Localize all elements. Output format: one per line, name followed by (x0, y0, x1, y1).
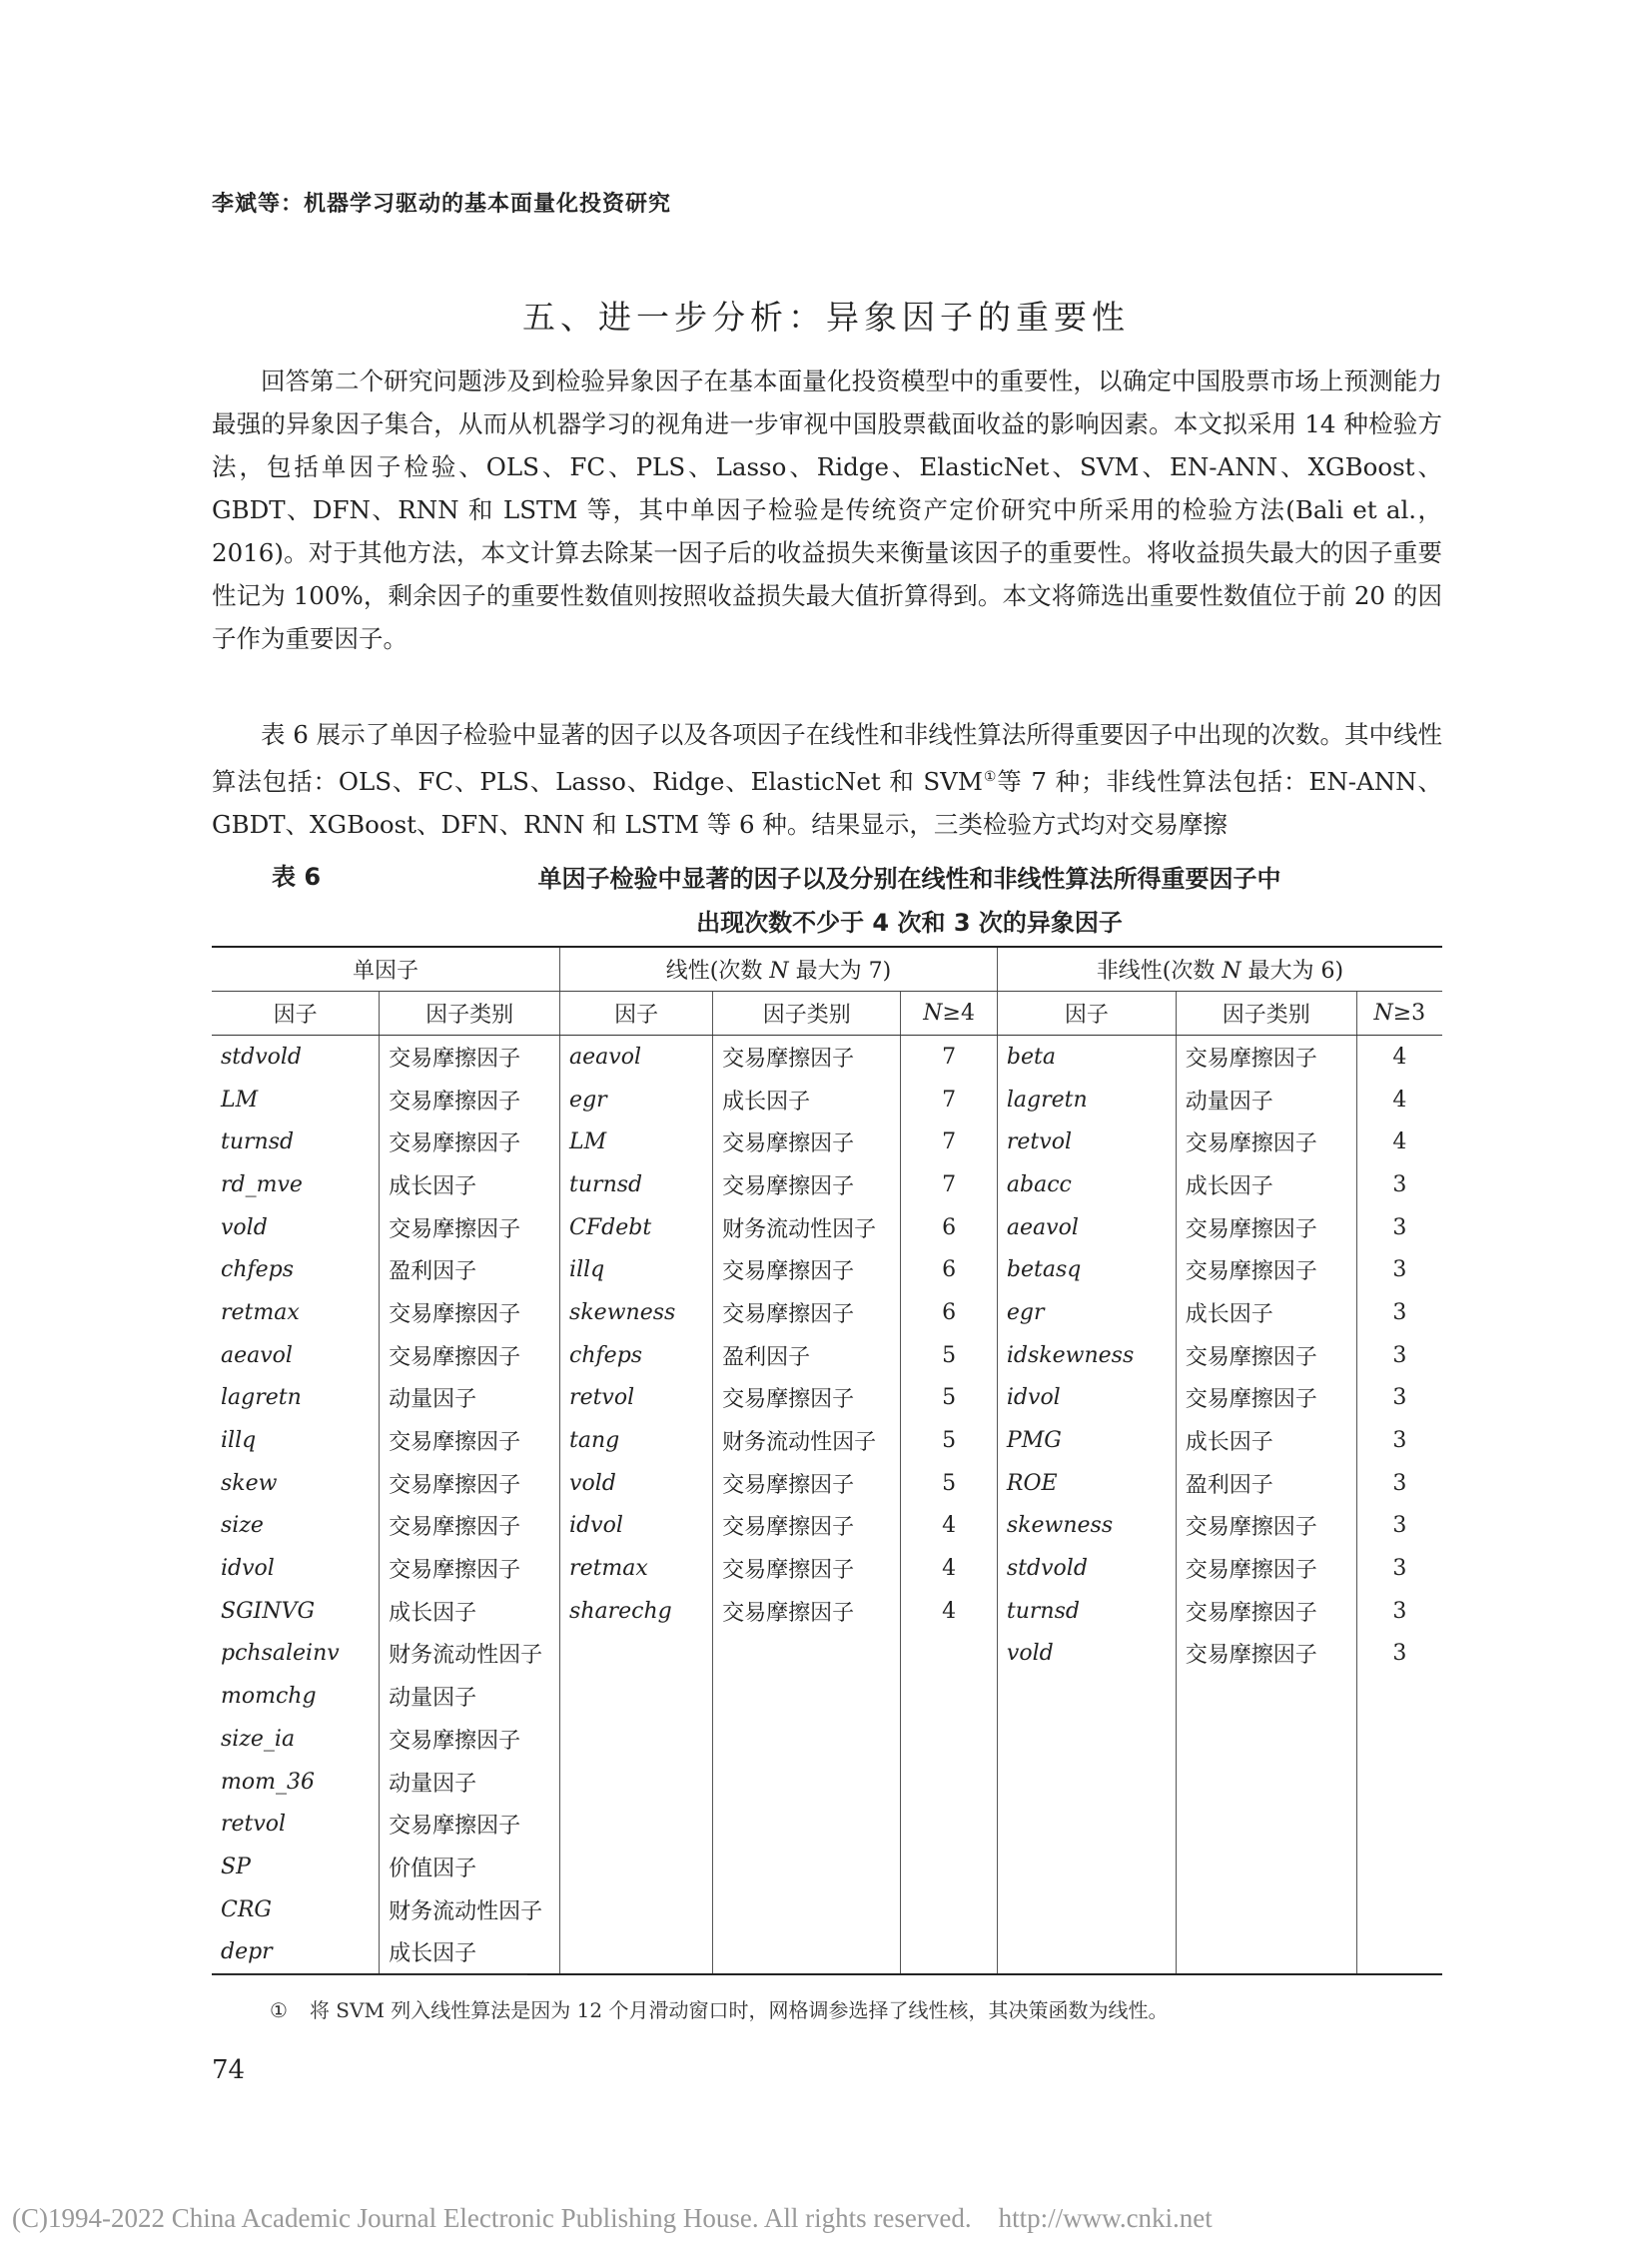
linear-category-cell: 交易摩擦因子 (713, 1163, 901, 1206)
linear-count-cell: 7 (901, 1079, 998, 1121)
linear-factor-cell: chfeps (560, 1334, 713, 1377)
single-factor-cell: aeavol (221, 1342, 293, 1368)
linear-category-cell: 交易摩擦因子 (713, 1120, 901, 1163)
linear-factor-cell (560, 1675, 713, 1718)
table-row (212, 1547, 1442, 1590)
linear-count-cell: 6 (901, 1248, 998, 1291)
nonlinear-factor-cell: abacc (997, 1163, 1176, 1206)
linear-factor-cell (560, 1633, 713, 1676)
table-row (212, 1462, 1442, 1505)
linear-factor-cell: sharechg (560, 1590, 713, 1633)
linear-category-cell: 交易摩擦因子 (713, 1462, 901, 1505)
single-factor-cell: stdvold (221, 1044, 303, 1070)
linear-category-cell: 交易摩擦因子 (713, 1248, 901, 1291)
nonlinear-count-cell: 3 (1356, 1291, 1442, 1334)
single-category-cell: 动量因子 (380, 1675, 560, 1718)
nonlinear-category-cell (1176, 1718, 1356, 1761)
nonlinear-count-cell (1356, 1803, 1442, 1846)
linear-count-cell: 4 (901, 1590, 998, 1633)
single-category-cell: 交易摩擦因子 (380, 1120, 560, 1163)
paragraph-text-part1: 表 6 展示了单因子检验中显著的因子以及各项因子在线性和非线性算法所得重要因子中出现的次数。其中线性算法包括：OLS、FC、PLS、Lasso、Ridge、ElasticNet 和 SVM (212, 720, 1442, 797)
nonlinear-count-cell: 3 (1356, 1334, 1442, 1377)
factor-table (212, 946, 1442, 1975)
linear-factor-cell: LM (560, 1120, 713, 1163)
single-factor-cell: SP (221, 1854, 251, 1879)
linear-factor-cell (560, 1718, 713, 1761)
nonlinear-category-cell (1176, 1675, 1356, 1718)
table-row (212, 1248, 1442, 1291)
linear-count-cell: 4 (901, 1505, 998, 1548)
nonlinear-count-cell (1356, 1718, 1442, 1761)
single-factor-cell: skew (221, 1470, 278, 1496)
nonlinear-factor-cell: idvol (997, 1377, 1176, 1420)
linear-category-cell (713, 1633, 901, 1676)
running-head: 李斌等：机器学习驱动的基本面量化投资研究 (212, 192, 672, 217)
nonlinear-count-cell: 4 (1356, 1079, 1442, 1121)
linear-category-cell (713, 1718, 901, 1761)
single-category-cell: 交易摩擦因子 (380, 1547, 560, 1590)
nonlinear-factor-cell (997, 1803, 1176, 1846)
single-category-cell: 交易摩擦因子 (380, 1334, 560, 1377)
single-factor-cell: rd_mve (221, 1171, 303, 1197)
linear-count-cell (901, 1846, 998, 1888)
linear-count-cell: 5 (901, 1334, 998, 1377)
linear-count-cell (901, 1930, 998, 1974)
linear-count-cell (901, 1888, 998, 1931)
linear-count-cell: 7 (901, 1163, 998, 1206)
col-header-category: 因子类别 (380, 992, 560, 1036)
nonlinear-count-cell: 3 (1356, 1377, 1442, 1420)
linear-count-cell: 5 (901, 1462, 998, 1505)
group-header-linear: 线性(次数 N 最大为 7) (560, 947, 998, 992)
single-factor-cell: size (221, 1513, 264, 1539)
linear-factor-cell (560, 1803, 713, 1846)
nonlinear-count-cell: 3 (1356, 1633, 1442, 1676)
nonlinear-factor-cell: aeavol (997, 1206, 1176, 1249)
single-category-cell: 财务流动性因子 (380, 1888, 560, 1931)
single-category-cell: 交易摩擦因子 (380, 1419, 560, 1462)
paragraph-text (212, 713, 1442, 846)
single-factor-cell: illq (221, 1428, 257, 1454)
nonlinear-factor-cell: lagretn (997, 1079, 1176, 1121)
table-row (212, 1633, 1442, 1676)
nonlinear-factor-cell: turnsd (997, 1590, 1176, 1633)
table-row (212, 1930, 1442, 1974)
nonlinear-factor-cell: beta (997, 1036, 1176, 1079)
nonlinear-factor-cell: PMG (997, 1419, 1176, 1462)
linear-factor-cell: turnsd (560, 1163, 713, 1206)
single-factor-cell: size_ia (221, 1726, 296, 1752)
single-category-cell: 交易摩擦因子 (380, 1206, 560, 1249)
single-factor-cell: idvol (221, 1556, 275, 1582)
linear-factor-cell: egr (560, 1079, 713, 1121)
table-group-header-row (212, 947, 1442, 992)
nonlinear-factor-cell (997, 1930, 1176, 1974)
linear-category-cell (713, 1888, 901, 1931)
single-category-cell: 交易摩擦因子 (380, 1803, 560, 1846)
linear-count-cell: 7 (901, 1120, 998, 1163)
table-row (212, 1206, 1442, 1249)
table-row (212, 1377, 1442, 1420)
nonlinear-factor-cell: skewness (997, 1505, 1176, 1548)
nonlinear-category-cell: 交易摩擦因子 (1176, 1377, 1356, 1420)
nonlinear-factor-cell: vold (997, 1633, 1176, 1676)
table-row (212, 1590, 1442, 1633)
nonlinear-factor-cell (997, 1675, 1176, 1718)
single-category-cell: 交易摩擦因子 (380, 1036, 560, 1079)
table-row (212, 1291, 1442, 1334)
nonlinear-count-cell (1356, 1761, 1442, 1804)
single-factor-cell: lagretn (221, 1385, 302, 1411)
nonlinear-factor-cell: stdvold (997, 1547, 1176, 1590)
single-category-cell: 交易摩擦因子 (380, 1462, 560, 1505)
body-paragraph-2 (212, 713, 1442, 846)
linear-category-cell: 财务流动性因子 (713, 1206, 901, 1249)
single-category-cell: 成长因子 (380, 1590, 560, 1633)
single-category-cell: 交易摩擦因子 (380, 1718, 560, 1761)
nonlinear-factor-cell: betasq (997, 1248, 1176, 1291)
nonlinear-category-cell (1176, 1803, 1356, 1846)
single-category-cell: 盈利因子 (380, 1248, 560, 1291)
nonlinear-count-cell: 3 (1356, 1590, 1442, 1633)
linear-category-cell: 交易摩擦因子 (713, 1590, 901, 1633)
linear-count-cell: 7 (901, 1036, 998, 1079)
nonlinear-count-cell: 3 (1356, 1547, 1442, 1590)
section-title: 五、进一步分析：异象因子的重要性 (522, 298, 1130, 337)
single-category-cell: 交易摩擦因子 (380, 1079, 560, 1121)
nonlinear-factor-cell: egr (997, 1291, 1176, 1334)
table-row (212, 1675, 1442, 1718)
nonlinear-count-cell: 3 (1356, 1206, 1442, 1249)
table-title-line-1: 单因子检验中显著的因子以及分别在线性和非线性算法所得重要因子中 (537, 865, 1281, 893)
footnote-rule (212, 1974, 527, 1975)
footnote (270, 1994, 1168, 2023)
nonlinear-count-cell: 3 (1356, 1505, 1442, 1548)
single-factor-cell: turnsd (221, 1129, 295, 1155)
linear-count-cell (901, 1675, 998, 1718)
col-header-n-linear: N≥4 (901, 992, 998, 1036)
single-factor-cell: LM (221, 1087, 259, 1113)
nonlinear-factor-cell: retvol (997, 1120, 1176, 1163)
nonlinear-count-cell: 4 (1356, 1120, 1442, 1163)
table-row (212, 1505, 1442, 1548)
nonlinear-count-cell: 3 (1356, 1419, 1442, 1462)
footnote-ref[interactable]: ① (982, 769, 998, 785)
table-row (212, 1079, 1442, 1121)
linear-count-cell (901, 1761, 998, 1804)
nonlinear-category-cell: 交易摩擦因子 (1176, 1590, 1356, 1633)
table-row (212, 1120, 1442, 1163)
linear-count-cell: 6 (901, 1206, 998, 1249)
linear-count-cell (901, 1803, 998, 1846)
nonlinear-factor-cell (997, 1888, 1176, 1931)
nonlinear-count-cell (1356, 1930, 1442, 1974)
nonlinear-count-cell: 3 (1356, 1248, 1442, 1291)
linear-count-cell (901, 1718, 998, 1761)
nonlinear-category-cell: 动量因子 (1176, 1079, 1356, 1121)
single-category-cell: 动量因子 (380, 1377, 560, 1420)
linear-factor-cell: tang (560, 1419, 713, 1462)
nonlinear-count-cell: 3 (1356, 1163, 1442, 1206)
table-row (212, 1718, 1442, 1761)
nonlinear-category-cell (1176, 1761, 1356, 1804)
table-row (212, 1419, 1442, 1462)
nonlinear-category-cell (1176, 1846, 1356, 1888)
table-row (212, 1803, 1442, 1846)
nonlinear-category-cell (1176, 1888, 1356, 1931)
single-factor-cell: CRG (221, 1896, 272, 1922)
linear-factor-cell: skewness (560, 1291, 713, 1334)
single-category-cell: 交易摩擦因子 (380, 1291, 560, 1334)
col-header-factor: 因子 (997, 992, 1176, 1036)
linear-category-cell: 财务流动性因子 (713, 1419, 901, 1462)
nonlinear-category-cell: 盈利因子 (1176, 1462, 1356, 1505)
single-factor-cell: momchg (221, 1684, 317, 1710)
table-row (212, 1846, 1442, 1888)
linear-category-cell: 交易摩擦因子 (713, 1377, 901, 1420)
nonlinear-factor-cell: idskewness (997, 1334, 1176, 1377)
linear-count-cell: 6 (901, 1291, 998, 1334)
table-column-header-row (212, 992, 1442, 1036)
col-header-factor: 因子 (212, 992, 380, 1036)
page-number: 74 (212, 2055, 246, 2085)
nonlinear-count-cell: 3 (1356, 1462, 1442, 1505)
linear-count-cell: 5 (901, 1419, 998, 1462)
linear-factor-cell (560, 1846, 713, 1888)
table-row (212, 1334, 1442, 1377)
linear-category-cell: 交易摩擦因子 (713, 1547, 901, 1590)
linear-category-cell (713, 1930, 901, 1974)
copyright-notice: (C)1994-2022 China Academic Journal Electronic Publishing House. All rights reserved. http://www.cnki.net (12, 2203, 1213, 2233)
single-factor-cell: mom_36 (221, 1769, 315, 1795)
nonlinear-category-cell: 成长因子 (1176, 1419, 1356, 1462)
single-category-cell: 价值因子 (380, 1846, 560, 1888)
nonlinear-count-cell (1356, 1675, 1442, 1718)
linear-category-cell (713, 1803, 901, 1846)
single-category-cell: 交易摩擦因子 (380, 1505, 560, 1548)
single-category-cell: 动量因子 (380, 1761, 560, 1804)
linear-factor-cell: illq (560, 1248, 713, 1291)
linear-factor-cell: retvol (560, 1377, 713, 1420)
col-header-factor: 因子 (560, 992, 713, 1036)
single-factor-cell: depr (212, 1930, 380, 1974)
table-row (212, 1761, 1442, 1804)
single-category-cell: 财务流动性因子 (380, 1633, 560, 1676)
group-header-single: 单因子 (212, 947, 560, 992)
single-factor-cell: retvol (221, 1812, 287, 1838)
single-factor-cell: retmax (221, 1299, 300, 1325)
single-factor-cell: vold (221, 1214, 268, 1240)
nonlinear-category-cell: 交易摩擦因子 (1176, 1120, 1356, 1163)
paragraph-text-part2: 等 7 种；非线性算法包括：EN-ANN、GBDT、XGBoost、DFN、RNN 和 LSTM 等 6 种。结果显示，三类检验方式均对交易摩擦 (212, 767, 1442, 840)
nonlinear-category-cell: 成长因子 (1176, 1163, 1356, 1206)
nonlinear-count-cell: 4 (1356, 1036, 1442, 1079)
linear-category-cell: 成长因子 (713, 1079, 901, 1121)
linear-category-cell (713, 1846, 901, 1888)
table-label: 表 6 (272, 863, 322, 891)
paragraph-text: 回答第二个研究问题涉及到检验异象因子在基本面量化投资模型中的重要性，以确定中国股票市场上预测能力最强的异象因子集合，从而从机器学习的视角进一步审视中国股票截面收益的影响因素。本文拟采用 14 种检验方法，包括单因子检验、OLS、FC、PLS、Lasso、Ridge、ElasticNet、SVM、EN-ANN、XGBoost、GBDT、DFN、RNN 和 LSTM 等，其中单因子检验是传统资产定价研究中所采用的检验方法(Bali et al.，2016)。对于其他方法，本文计算去除某一因子后的收益损失来衡量该因子的重要性。将收益损失最大的因子重要性记为 100%，剩余因子的重要性数值则按照收益损失最大值折算得到。本文将筛选出重要性数值位于前 20 的因子作为重要因子。 (212, 367, 1442, 653)
table-title (377, 857, 1442, 945)
linear-factor-cell: aeavol (560, 1036, 713, 1079)
linear-category-cell: 交易摩擦因子 (713, 1291, 901, 1334)
linear-count-cell (901, 1633, 998, 1676)
col-header-category: 因子类别 (1176, 992, 1356, 1036)
nonlinear-count-cell (1356, 1846, 1442, 1888)
linear-factor-cell (560, 1930, 713, 1974)
table-row (212, 1163, 1442, 1206)
linear-count-cell: 4 (901, 1547, 998, 1590)
linear-count-cell: 5 (901, 1377, 998, 1420)
linear-factor-cell: idvol (560, 1505, 713, 1548)
group-header-nonlinear: 非线性(次数 N 最大为 6) (997, 947, 1442, 992)
linear-factor-cell: CFdebt (560, 1206, 713, 1249)
nonlinear-category-cell: 交易摩擦因子 (1176, 1547, 1356, 1590)
linear-factor-cell: vold (560, 1462, 713, 1505)
nonlinear-category-cell: 交易摩擦因子 (1176, 1334, 1356, 1377)
linear-category-cell: 交易摩擦因子 (713, 1036, 901, 1079)
nonlinear-factor-cell: ROE (997, 1462, 1176, 1505)
linear-category-cell: 盈利因子 (713, 1334, 901, 1377)
nonlinear-category-cell (1176, 1930, 1356, 1974)
single-factor-cell: SGINVG (221, 1598, 316, 1624)
single-factor-cell: pchsaleinv (221, 1641, 340, 1667)
linear-factor-cell (560, 1761, 713, 1804)
nonlinear-factor-cell (997, 1718, 1176, 1761)
nonlinear-factor-cell (997, 1761, 1176, 1804)
table-row (212, 1036, 1442, 1079)
nonlinear-category-cell: 交易摩擦因子 (1176, 1633, 1356, 1676)
col-header-category: 因子类别 (713, 992, 901, 1036)
footnote-text: 将 SVM 列入线性算法是因为 12 个月滑动窗口时，网格调参选择了线性核，其决策函数为线性。 (309, 1998, 1169, 2022)
nonlinear-category-cell: 交易摩擦因子 (1176, 1248, 1356, 1291)
single-category-cell: 成长因子 (380, 1163, 560, 1206)
nonlinear-category-cell: 交易摩擦因子 (1176, 1036, 1356, 1079)
linear-category-cell (713, 1761, 901, 1804)
nonlinear-factor-cell (997, 1846, 1176, 1888)
table-title-line-2: 出现次数不少于 4 次和 3 次的异象因子 (696, 909, 1123, 937)
linear-factor-cell: retmax (560, 1547, 713, 1590)
col-header-n-nonlinear: N≥3 (1356, 992, 1442, 1036)
linear-category-cell (713, 1675, 901, 1718)
single-factor-cell: chfeps (221, 1257, 295, 1283)
linear-factor-cell (560, 1888, 713, 1931)
table-row (212, 1888, 1442, 1931)
nonlinear-category-cell: 交易摩擦因子 (1176, 1206, 1356, 1249)
body-paragraph-1 (212, 360, 1442, 660)
footnote-mark: ① (270, 1998, 288, 2022)
nonlinear-category-cell: 交易摩擦因子 (1176, 1505, 1356, 1548)
nonlinear-count-cell (1356, 1888, 1442, 1931)
nonlinear-category-cell: 成长因子 (1176, 1291, 1356, 1334)
single-category-cell: 成长因子 (380, 1930, 560, 1974)
linear-category-cell: 交易摩擦因子 (713, 1505, 901, 1548)
